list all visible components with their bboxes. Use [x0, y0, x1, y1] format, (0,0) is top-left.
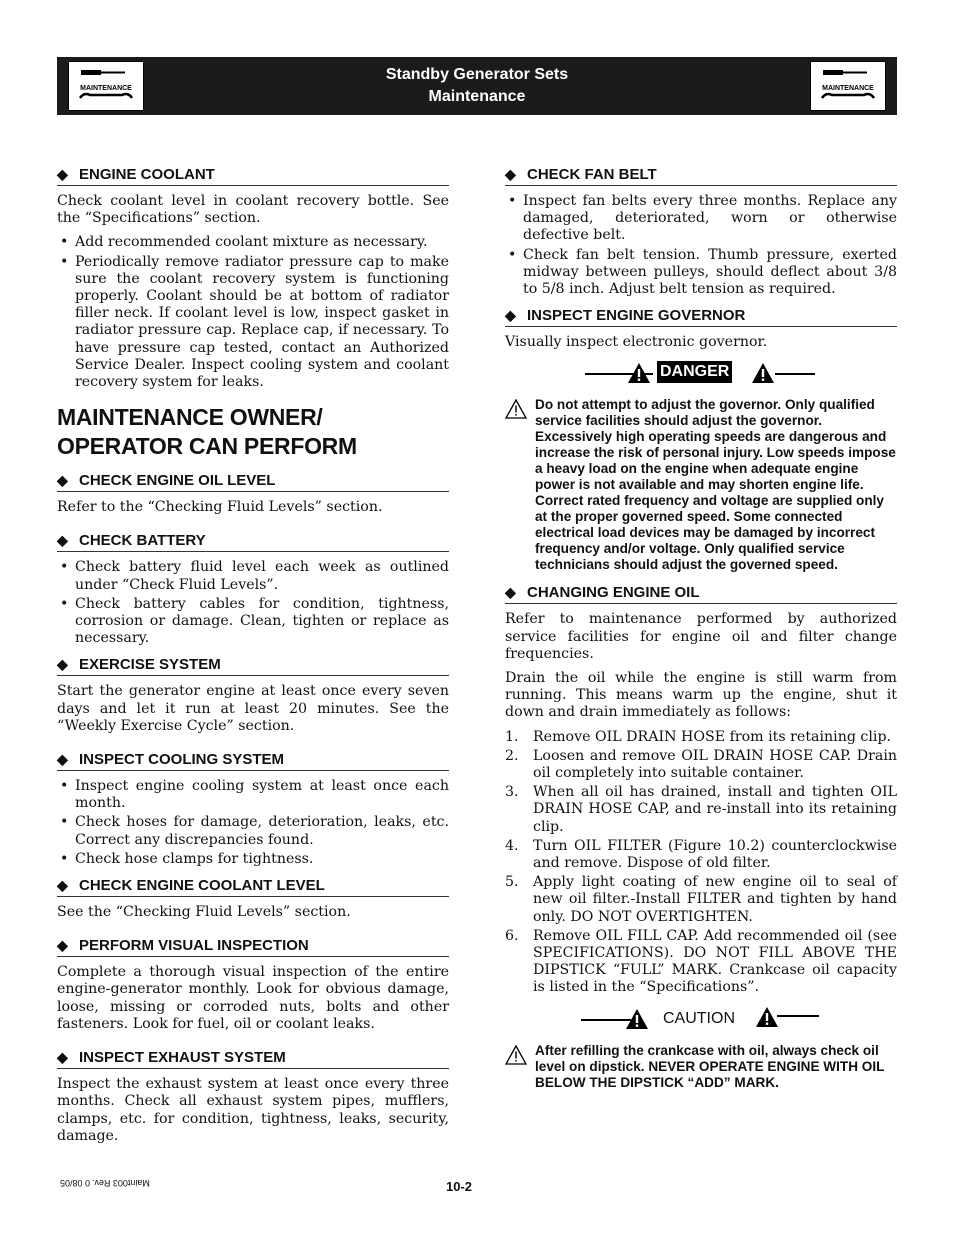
visual-text: Complete a thorough visual inspection of the entire engine-generator monthly. Look for obvious damage, loose, missing or corroded nuts, bolts and other fasteners. Look for fuel, oil or coolant leaks. — [57, 964, 449, 1032]
exhaust-text: Inspect the exhaust system at least once every three months. Check all exhaust system pipes, mufflers, clamps, etc. for condition, tightness, leaks, security, damage. — [57, 1076, 449, 1144]
list-item: • Check fan belt tension. Thumb pressure, exerted midway between pulleys, should deflect about 3/8 to 5/8 inch. Adjust belt tension as required. — [505, 247, 897, 299]
warning-triangle-icon — [627, 362, 651, 384]
danger-note — [505, 397, 897, 573]
page-number: 10-2 — [446, 1179, 473, 1194]
diamond-bullet-icon: ◆ — [57, 532, 68, 549]
list-item: 6. Remove OIL FILL CAP. Add recommended oil (see SPECIFICATIONS). DO NOT FILL ABOVE THE DIPSTICK “FULL” MARK. Crankcase oil capacity is listed in the “Specifications”. — [505, 927, 897, 996]
diamond-bullet-icon: ◆ — [57, 656, 68, 673]
danger-banner — [505, 359, 897, 387]
section-heading-oil-change: ◆ CHANGING ENGINE OIL — [505, 583, 897, 604]
diamond-bullet-icon: ◆ — [57, 472, 68, 489]
list-item: • Check hose clamps for tightness. — [57, 851, 449, 868]
exercise-text: Start the generator engine at least once every seven days and let it run at least 20 minutes. See the “Weekly Exercise Cycle” section. — [57, 683, 449, 734]
section-heading-visual: ◆ PERFORM VISUAL INSPECTION — [57, 936, 449, 957]
list-item: • Inspect fan belts every three months. Replace any damaged, deteriorated, worn or otherwise defective belt. — [505, 193, 897, 245]
list-item: 2. Loosen and remove OIL DRAIN HOSE CAP. Drain oil completely into suitable container. — [505, 747, 897, 782]
section-heading-battery: ◆ CHECK BATTERY — [57, 531, 449, 552]
list-item: • Add recommended coolant mixture as necessary. — [57, 234, 449, 251]
section-heading-cooling: ◆ INSPECT COOLING SYSTEM — [57, 750, 449, 771]
badge-label: MAINTENANCE — [822, 85, 874, 92]
section-heading-exhaust: ◆ INSPECT EXHAUST SYSTEM — [57, 1048, 449, 1069]
list-item: • Check battery cables for condition, tightness, corrosion or damage. Clean, tighten or replace as necessary. — [57, 596, 449, 648]
section-heading-exercise: ◆ EXERCISE SYSTEM — [57, 655, 449, 676]
warning-outline-icon — [505, 1045, 527, 1065]
section-heading-oil-level: ◆ CHECK ENGINE OIL LEVEL — [57, 471, 449, 492]
oil-change-p2: Drain the oil while the engine is still warm from running. This means warm up the engine, shut it down and drain immediately as follows: — [505, 670, 897, 721]
danger-label: DANGER — [657, 361, 732, 383]
left-column — [57, 165, 449, 1152]
caution-text: After refilling the crankcase with oil, always check oil level on dipstick. NEVER OPERATE ENGINE WITH OIL BELOW THE DIPSTICK “ADD” MARK. — [535, 1042, 885, 1090]
list-item: • Inspect engine cooling system at least once each month. — [57, 778, 449, 812]
danger-text: Do not attempt to adjust the governor. Only qualified service facilities should adjust the governor. Excessively high operating speeds are dangerous and increase the risk of personal injury. Low speeds impose a heavy load on the engine when adequate engine power is not available and may shorten engine life. Correct rated frequency and voltage are supplied only at the proper governed speed. Some connected electrical load devices may be damaged by incorrect frequency and/or voltage. Only qualified service technicians should adjust the governed speed. — [535, 397, 896, 573]
list-item: 1. Remove OIL DRAIN HOSE from its retaining clip. — [505, 728, 892, 745]
section-heading-fan-belt: ◆ CHECK FAN BELT — [505, 165, 897, 186]
list-item: 4. Turn OIL FILTER (Figure 10.2) counterclockwise and remove. Dispose of old filter. — [505, 837, 897, 872]
diamond-bullet-icon: ◆ — [505, 166, 516, 182]
header-title-line2: Maintenance — [428, 88, 526, 105]
caution-banner — [505, 1005, 897, 1033]
diamond-bullet-icon: ◆ — [57, 1049, 68, 1066]
warning-triangle-icon — [751, 362, 775, 384]
big-heading: MAINTENANCE OWNER/ OPERATOR CAN PERFORM — [57, 404, 357, 460]
oil-change-p1: Refer to maintenance performed by authorized service facilities for engine oil and filter change frequencies. — [505, 611, 897, 662]
section-heading-governor: ◆ INSPECT ENGINE GOVERNOR — [505, 306, 897, 327]
section-heading-engine-coolant: ◆ ENGINE COOLANT — [57, 165, 449, 186]
list-item: • Periodically remove radiator pressure cap to make sure the coolant recovery system is functioning properly. Coolant should be at bottom of radiator filler neck. If coolant level is low, inspect gasket in radiator pressure cap. Replace cap, if necessary. To have pressure cap tested, contact an Authorized Service Dealer. Inspect cooling system and coolant recovery system for leaks. — [57, 254, 449, 392]
badge-label: MAINTENANCE — [80, 85, 132, 92]
fan-belt-list — [505, 193, 897, 298]
diamond-bullet-icon: ◆ — [505, 307, 516, 324]
engine-coolant-list — [57, 234, 449, 391]
section-heading-coolant-level: ◆ CHECK ENGINE COOLANT LEVEL — [57, 876, 449, 897]
diamond-bullet-icon: ◆ — [57, 166, 68, 182]
diamond-bullet-icon: ◆ — [57, 937, 68, 954]
caution-note — [505, 1043, 897, 1091]
warning-triangle-icon — [755, 1006, 779, 1028]
oil-level-text: Refer to the “Checking Fluid Levels” section. — [57, 499, 383, 516]
governor-text: Visually inspect electronic governor. — [505, 334, 768, 351]
maintenance-badge-right — [810, 61, 886, 111]
header-title — [57, 64, 897, 108]
warning-triangle-icon — [625, 1008, 649, 1030]
page-header — [57, 57, 897, 115]
diamond-bullet-icon: ◆ — [57, 751, 68, 768]
header-title-line1: Standby Generator Sets — [385, 66, 569, 83]
diamond-bullet-icon: ◆ — [57, 877, 68, 894]
list-item: • Check battery fluid level each week as outlined under “Check Fluid Levels”. — [57, 559, 449, 593]
document-code: Maint003 Rev. 0 08/05 — [60, 1178, 150, 1188]
right-column — [505, 165, 897, 1101]
caution-label: CAUTION — [663, 1009, 735, 1027]
oil-change-steps — [505, 729, 897, 997]
warning-outline-icon — [505, 399, 527, 419]
cooling-list — [57, 778, 449, 868]
battery-list — [57, 559, 449, 647]
list-item: 5. Apply light coating of new engine oil to seal of new oil filter.-Install FILTER and tighten by hand only. DO NOT OVERTIGHTEN. — [505, 874, 897, 925]
diamond-bullet-icon: ◆ — [505, 584, 516, 601]
coolant-level-text: See the “Checking Fluid Levels” section. — [57, 904, 351, 921]
list-item: • Check hoses for damage, deterioration, leaks, etc. Correct any discrepancies found. — [57, 814, 449, 848]
list-item: 3. When all oil has drained, install and tighten OIL DRAIN HOSE CAP, and re-install into its retaining clip. — [505, 784, 897, 835]
engine-coolant-intro: Check coolant level in coolant recovery bottle. See the “Specifications” section. — [57, 193, 449, 227]
